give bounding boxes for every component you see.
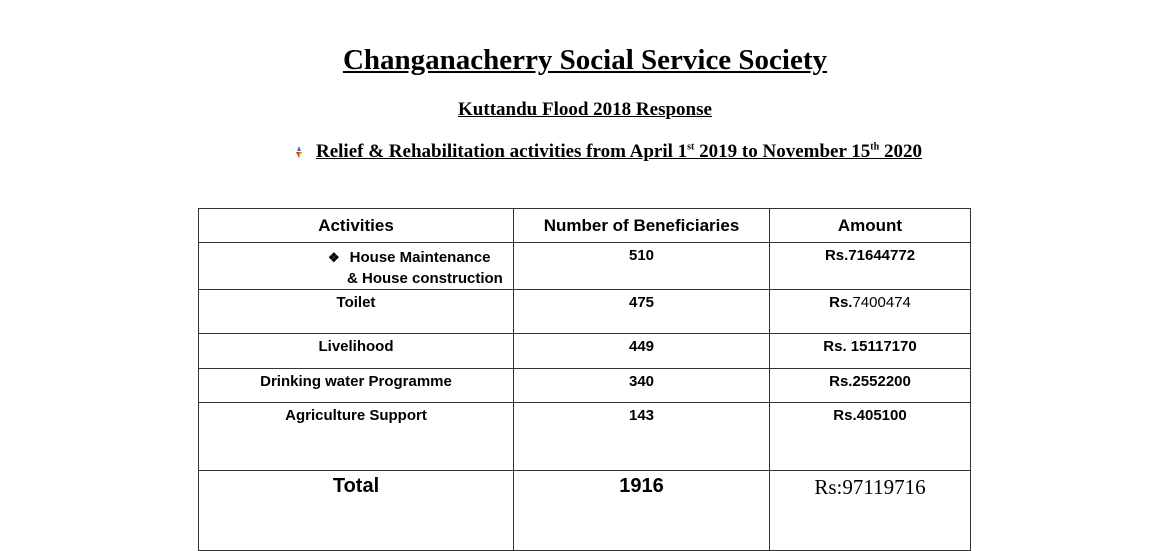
document-subtitle: Kuttandu Flood 2018 Response <box>458 99 712 120</box>
bullet-heading <box>292 141 922 163</box>
activity-cell: Toilet <box>199 290 514 334</box>
amount-cell: Rs.2552200 <box>770 369 971 403</box>
beneficiaries-cell: 143 <box>514 403 770 471</box>
activity-cell: Drinking water Programme <box>199 369 514 403</box>
header-beneficiaries: Number of Beneficiaries <box>514 209 770 243</box>
activity-cell <box>199 243 514 290</box>
activity-label-line2: & House construction <box>347 270 503 287</box>
bullet-text-c: 2020 <box>879 141 922 162</box>
bullet-sup-a: st <box>687 141 695 153</box>
diamond-bullet-icon: ❖ <box>328 250 340 265</box>
beneficiaries-cell: 475 <box>514 290 770 334</box>
table-row <box>199 369 971 403</box>
table-header-row <box>199 209 971 243</box>
bullet-sup-b: th <box>870 141 880 153</box>
bullet-text-b: 2019 to November 15 <box>694 141 871 162</box>
total-beneficiaries: 1916 <box>514 471 770 551</box>
document-title: Changanacherry Social Service Society <box>342 44 828 76</box>
beneficiaries-cell: 510 <box>514 243 770 290</box>
beneficiaries-cell: 449 <box>514 334 770 369</box>
activities-table <box>198 208 971 551</box>
table-row <box>199 243 971 290</box>
activity-cell: Livelihood <box>199 334 514 369</box>
amount-cell: Rs.7400474 <box>770 290 971 334</box>
activity-label: House Maintenance <box>349 249 491 266</box>
table-row <box>199 403 971 471</box>
header-amount: Amount <box>770 209 971 243</box>
header-activities: Activities <box>199 209 514 243</box>
bullet-text-a: Relief & Rehabilitation activities from April 1 <box>316 141 688 162</box>
total-row <box>199 471 971 551</box>
activity-cell: Agriculture Support <box>199 403 514 471</box>
total-amount: Rs:97119716 <box>770 471 971 551</box>
arrow-bullet-icon <box>292 143 306 157</box>
amount-cell: Rs.405100 <box>770 403 971 471</box>
table-row <box>199 334 971 369</box>
beneficiaries-cell: 340 <box>514 369 770 403</box>
table-row <box>199 290 971 334</box>
amount-cell: Rs.71644772 <box>770 243 971 290</box>
amount-cell: Rs. 15117170 <box>770 334 971 369</box>
total-label: Total <box>199 471 514 551</box>
